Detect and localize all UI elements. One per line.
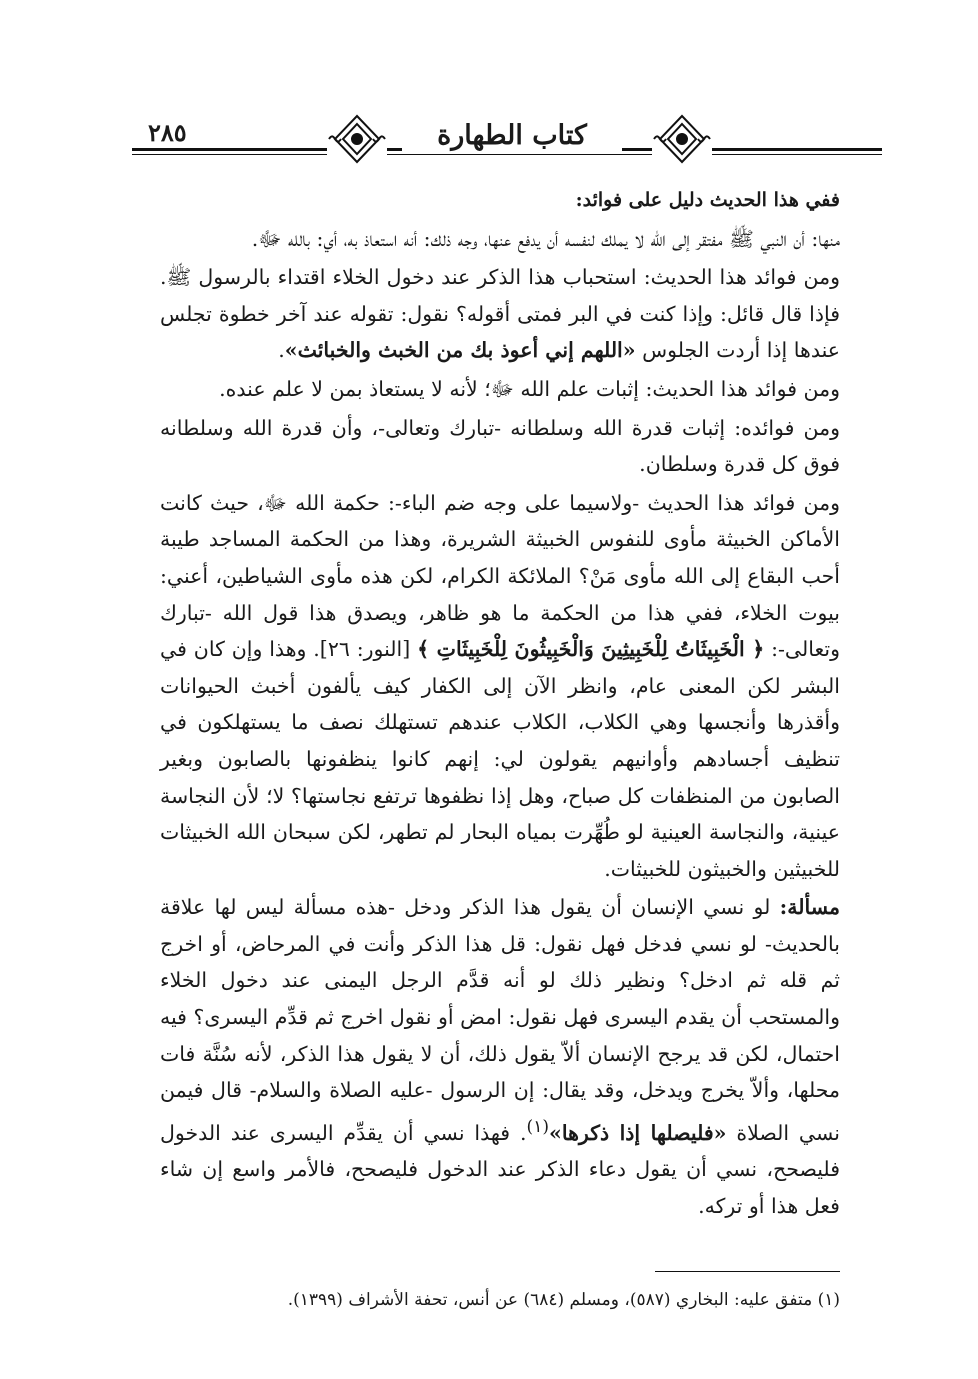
issue-text: لو نسي الإنسان أن يقول هذا الذكر ودخل -هذه مسألة ليس لها علاقة بالحديث- لو نسي فدخل فهل نقول: قل هذا الذكر وأنت في المرحاض، أو اخرج ثم قله ثم ادخل؟ ونظير ذلك لو أنه قدَّم الرجل اليمنى عند دخول الخلاء والمستحب أن يقدم اليسرى فهل نقول: امض أو نقول اخرج ثم قدِّم اليسرى؟ فيه احتمال، لكن قد يرجح الإنسان ألاّ يقول ذلك، أن لا يقول هذا الذكر، لأنه سُنَّة فات محلها، وألاّ يخرج ويدخل، وقد يقال: إن الرسول -عليه الصلاة والسلام- قال فيمن نسي الصلاة (160, 895, 840, 1145)
paragraph-5-rest: وهذا وإن كان في البشر لكن المعنى عام، وانظر الآن إلى الكفار كيف يألفون أخبث الحيوانات وأقذرها وأنجسها وهي الكلاب، الكلاب عندهم تستهلك نصف ما يستهلكون في تنظيف أجسادهم وأوانيهم يقولون لي: إنهم كانوا ينظفونها بالصابون وبغير الصابون من المنظفات كل صباح، وهل إذا نظفوها ترتفع نجاستها؟ لا؛ لأن النجاسة عينية، والنجاسة العينية لو طُهِّرت بمياه البحار لم تطهر، لكن سبحان الله الخبيثات للخبيثين والخبيثون للخبيثات. (160, 637, 840, 881)
paragraph-2-text: ومن فوائد هذا الحديث: استحباب هذا الذكر عند دخول الخلاء اقتداء بالرسول ﷺ. فإذا قال قائل: وإذا كنت في البر فمتى أقوله؟ نقول: تقوله عند آخر خطوة تجلس عندها إذا أردت الجلوس (160, 265, 840, 363)
paragraph-1: منها: أن النبي ﷺ مفتقر إلى الله لا يملك لنفسه أن يدفع عنها، وجه ذلك: أنه استعاذ به، أي: بالله ﷻ. (251, 226, 840, 251)
quran-verse: ﴿ الْخَبِيثَاتُ لِلْخَبِيثِينَ وَالْخَبِيثُونَ لِلْخَبِيثَاتِ ﴾ (417, 637, 765, 662)
paragraph-2-end: . (278, 338, 285, 363)
main-text (160, 182, 840, 1226)
verse-reference: [النور: ٢٦]. (306, 637, 418, 662)
hadith-quote: «فليصلها إذا ذكرها» (549, 1120, 727, 1145)
issue-paragraph (160, 889, 840, 1224)
dua-quote: «اللهم إني أعوذ بك من الخبث والخبائث» (284, 338, 636, 363)
book-title: كتاب الطهارة (402, 120, 622, 151)
intro-heading: ففي هذا الحديث دليل على فوائد: (575, 189, 840, 211)
footnote-marker: (١) (526, 1116, 550, 1137)
paragraph-3: ومن فوائد هذا الحديث: إثبات علم الله ﷻ؛ لأنه لا يستعاذ بمن لا علم عنده. (219, 376, 840, 401)
footnote-separator (655, 1271, 840, 1272)
header-rule-thin (132, 154, 882, 155)
page-number: ٢٨٥ (142, 118, 193, 147)
issue-text-end: . فهذا نسي أن يقدِّم اليسرى عند الدخول فليصحح، نسي أن يقول دعاء الذكر عند الدخول فليصحح، فالأمر واسع إن شاء فعل هذا أو تركه. (160, 1120, 840, 1218)
footnote: (١) متفق عليه: البخاري (٥٨٧)، ومسلم (٦٨٤) عن أنس، تحفة الأشراف (١٣٩٩). (287, 1290, 840, 1310)
paragraph-5-text: ومن فوائد هذا الحديث -ولاسيما على وجه ضم الباء-: حكمة الله ﷻ، حيث كانت الأماكن الخبيثة مأوى للنفوس الخبيثة الشريرة، وهذا من الحكمة المساجد طيبة أحب البقاع إلى الله مأوى مَنْ؟ الملائكة الكرام، لكن هذه مأوى الشياطين، أعني: بيوت الخلاء، ففي هذا من الحكمة ما هو ظاهر، ويصدق هذا قول الله -تبارك وتعالى-: (160, 490, 841, 662)
ornament-left-icon (327, 112, 387, 166)
paragraph-4: ومن فوائده: إثبات قدرة الله وسلطانه -تبارك وتعالى-، وأن قدرة الله وسلطانه فوق كل قدرة وسلطان. (160, 415, 840, 477)
running-header (132, 112, 882, 172)
paragraph-2 (160, 259, 840, 369)
paragraph-5 (160, 485, 840, 888)
ornament-right-icon (652, 112, 712, 166)
issue-label: مسألة: (779, 895, 840, 920)
